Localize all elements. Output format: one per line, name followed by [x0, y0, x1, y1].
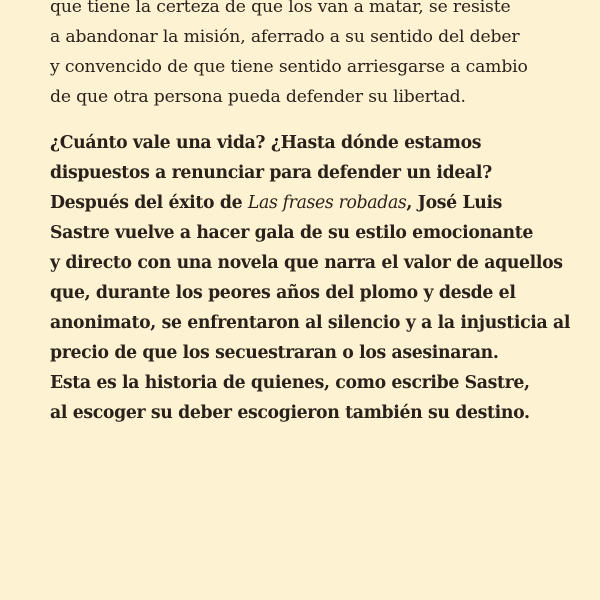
- intro-line-3: y convencido de que tiene sentido arriesgarse a cambio: [50, 57, 528, 77]
- synopsis-line-6: que, durante los peores años del plomo y desde el: [50, 283, 516, 303]
- synopsis-paragraph: [50, 128, 590, 428]
- intro-line-1: que tiene la certeza de que los van a matar, se resiste: [50, 0, 511, 17]
- synopsis-line-7: anonimato, se enfrentaron al silencio y a la injusticia al: [50, 313, 571, 333]
- synopsis-line-1: ¿Cuánto vale una vida? ¿Hasta dónde estamos: [50, 133, 482, 153]
- synopsis-line-2: dispuestos a renunciar para defender un ideal?: [50, 163, 492, 183]
- synopsis-line-3: [50, 188, 590, 218]
- synopsis-line-4: Sastre vuelve a hacer gala de su estilo emocionante: [50, 223, 534, 243]
- book-title-reference: Las frases robadas: [247, 193, 407, 213]
- synopsis-line-8: precio de que los secuestraran o los asesinaran.: [50, 343, 499, 363]
- synopsis-line-3-prefix: Después del éxito de: [50, 193, 248, 213]
- synopsis-line-10: al escoger su deber escogieron también su destino.: [50, 403, 530, 423]
- intro-line-2: a abandonar la misión, aferrado a su sentido del deber: [50, 27, 520, 47]
- synopsis-line-9: Esta es la historia de quienes, como escribe Sastre,: [50, 373, 530, 393]
- synopsis-line-5: y directo con una novela que narra el valor de aquellos: [50, 253, 563, 273]
- intro-line-4: de que otra persona pueda defender su libertad.: [50, 87, 466, 107]
- synopsis-line-3-suffix: , José Luis: [406, 193, 503, 213]
- intro-paragraph: [50, 0, 590, 112]
